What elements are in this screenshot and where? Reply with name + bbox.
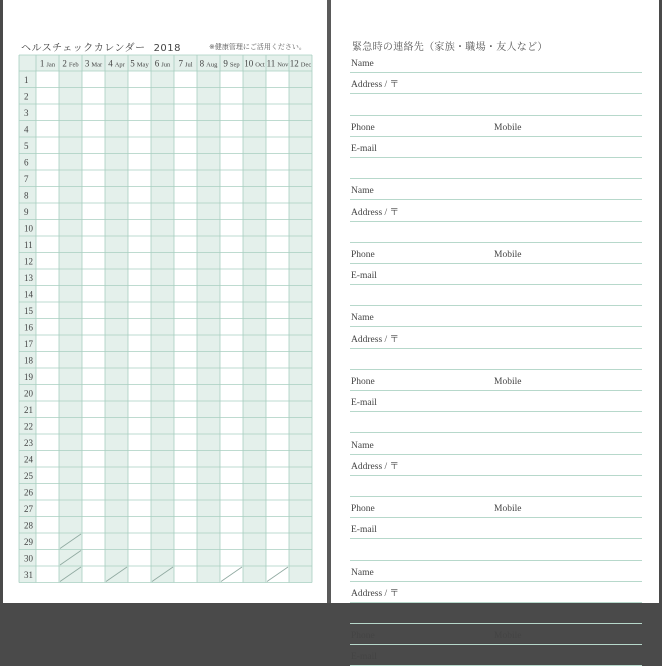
day-number-label: 16 (24, 322, 33, 333)
day-number-label: 20 (24, 388, 33, 399)
name-field[interactable] (350, 52, 642, 73)
email-field-label: E-mail (351, 143, 377, 154)
day-number-label: 19 (24, 371, 33, 382)
phone-field-label: Phone (351, 504, 375, 515)
day-number-label: 31 (24, 569, 33, 580)
email-field[interactable] (350, 391, 642, 412)
phone-field-label: Phone (351, 249, 375, 260)
phone-field[interactable] (350, 497, 642, 518)
phone-field-label: Phone (351, 631, 375, 642)
day-number-label: 7 (24, 173, 29, 184)
month-header-label: 2 Feb (62, 58, 79, 69)
day-number-label: 11 (24, 239, 33, 250)
email-field[interactable] (350, 518, 642, 539)
address-field-label: Address / 〒 (351, 588, 400, 599)
address-line-2[interactable] (350, 603, 642, 624)
day-number-label: 12 (24, 256, 33, 267)
day-number-label: 30 (24, 553, 33, 564)
day-number-label: 8 (24, 190, 29, 201)
name-field[interactable] (350, 179, 642, 200)
calendar-year: 2018 (153, 43, 182, 54)
day-number-label: 10 (24, 223, 33, 234)
address-line-2[interactable] (350, 94, 642, 115)
email-field[interactable] (350, 645, 642, 666)
day-number-label: 21 (24, 404, 33, 415)
spacer-line[interactable] (350, 285, 642, 306)
address-line-2[interactable] (350, 222, 642, 243)
day-number-label: 2 (24, 91, 29, 102)
email-field-label: E-mail (351, 398, 377, 409)
contacts-form (350, 52, 642, 666)
name-field-label: Name (351, 567, 374, 578)
address-field-label: Address / 〒 (351, 207, 400, 218)
month-header-label: 4 Apr (108, 58, 125, 69)
phone-field-label: Phone (351, 377, 375, 387)
month-column-shade (243, 71, 266, 583)
day-number-label: 15 (24, 305, 33, 316)
calendar-title (21, 39, 181, 54)
email-field-label: E-mail (351, 652, 377, 663)
spacer-line[interactable] (350, 158, 642, 179)
calendar-title-text: ヘルスチェックカレンダー (21, 43, 146, 54)
day-number-label: 18 (24, 355, 33, 366)
address-line-2[interactable] (350, 476, 642, 497)
calendar-note: ※健康管理にご活用ください。 (209, 43, 306, 51)
month-header-label: 7 Jul (178, 58, 193, 69)
email-field[interactable] (350, 137, 642, 158)
name-field[interactable] (350, 433, 642, 454)
address-field-label: Address / 〒 (351, 334, 400, 345)
spacer-line[interactable] (350, 412, 642, 433)
email-field-label: E-mail (351, 525, 377, 536)
day-number-label: 9 (24, 206, 29, 217)
name-field[interactable] (350, 561, 642, 582)
month-header-label: 9 Sep (223, 58, 240, 69)
month-header-label: 10 Oct (244, 58, 265, 69)
spacer-line[interactable] (350, 539, 642, 560)
invalid-day-strike (267, 567, 288, 582)
address-field[interactable] (350, 327, 642, 348)
month-header-label: 5 May (130, 58, 149, 69)
month-header-label: 6 Jun (154, 58, 171, 69)
mobile-field-label: Mobile (494, 631, 522, 642)
phone-field[interactable] (350, 116, 642, 137)
phone-field[interactable] (350, 243, 642, 264)
mobile-field-label: Mobile (494, 377, 522, 387)
address-field[interactable] (350, 582, 642, 603)
name-field-label: Name (351, 313, 374, 324)
phone-field[interactable] (350, 370, 642, 391)
address-field[interactable] (350, 455, 642, 476)
contacts-page (331, 0, 659, 663)
mobile-field-label: Mobile (494, 504, 522, 515)
mobile-field-label: Mobile (494, 249, 522, 260)
calendar-page (3, 0, 327, 603)
month-header-label: 12 Dec (289, 58, 312, 69)
contacts-title: 緊急時の連絡先（家族・職場・友人など） (352, 42, 548, 53)
invalid-day-strike (221, 567, 242, 582)
month-column-shade (289, 71, 312, 583)
month-column-shade (59, 71, 82, 583)
calendar-grid (19, 55, 313, 584)
month-header-label: 8 Aug (199, 58, 218, 69)
day-number-label: 26 (24, 487, 33, 498)
address-field-label: Address / 〒 (351, 461, 400, 472)
day-number-label: 25 (24, 470, 33, 481)
day-number-label: 3 (24, 107, 29, 118)
name-field-label: Name (351, 59, 374, 70)
name-field-label: Name (351, 186, 374, 197)
name-field-label: Name (351, 440, 374, 451)
month-column-shade (197, 71, 220, 583)
day-number-label: 17 (24, 338, 33, 349)
email-field-label: E-mail (351, 271, 377, 282)
month-column-shade (151, 71, 174, 583)
address-field-label: Address / 〒 (351, 80, 400, 91)
day-number-label: 28 (24, 520, 33, 531)
day-number-label: 5 (24, 140, 29, 151)
day-number-label: 23 (24, 437, 33, 448)
address-line-2[interactable] (350, 349, 642, 370)
day-number-label: 24 (24, 454, 33, 465)
health-check-calendar (19, 55, 313, 588)
name-field[interactable] (350, 306, 642, 327)
day-number-label: 6 (24, 157, 29, 168)
month-column-shade (105, 71, 128, 583)
day-number-label: 13 (24, 272, 33, 283)
address-field[interactable] (350, 200, 642, 221)
day-number-label: 14 (24, 289, 33, 300)
address-field[interactable] (350, 73, 642, 94)
phone-field-label: Phone (351, 122, 375, 133)
day-number-label: 27 (24, 503, 33, 514)
mobile-field-label: Mobile (494, 122, 522, 133)
day-number-label: 1 (24, 74, 29, 85)
email-field[interactable] (350, 264, 642, 285)
day-number-label: 22 (24, 421, 33, 432)
month-header-label: 11 Nov (266, 58, 289, 69)
phone-field[interactable] (350, 624, 642, 645)
day-number-label: 4 (24, 124, 29, 135)
day-number-label: 29 (24, 536, 33, 547)
month-header-label: 3 Mar (84, 58, 103, 69)
month-header-label: 1 Jan (39, 58, 56, 69)
